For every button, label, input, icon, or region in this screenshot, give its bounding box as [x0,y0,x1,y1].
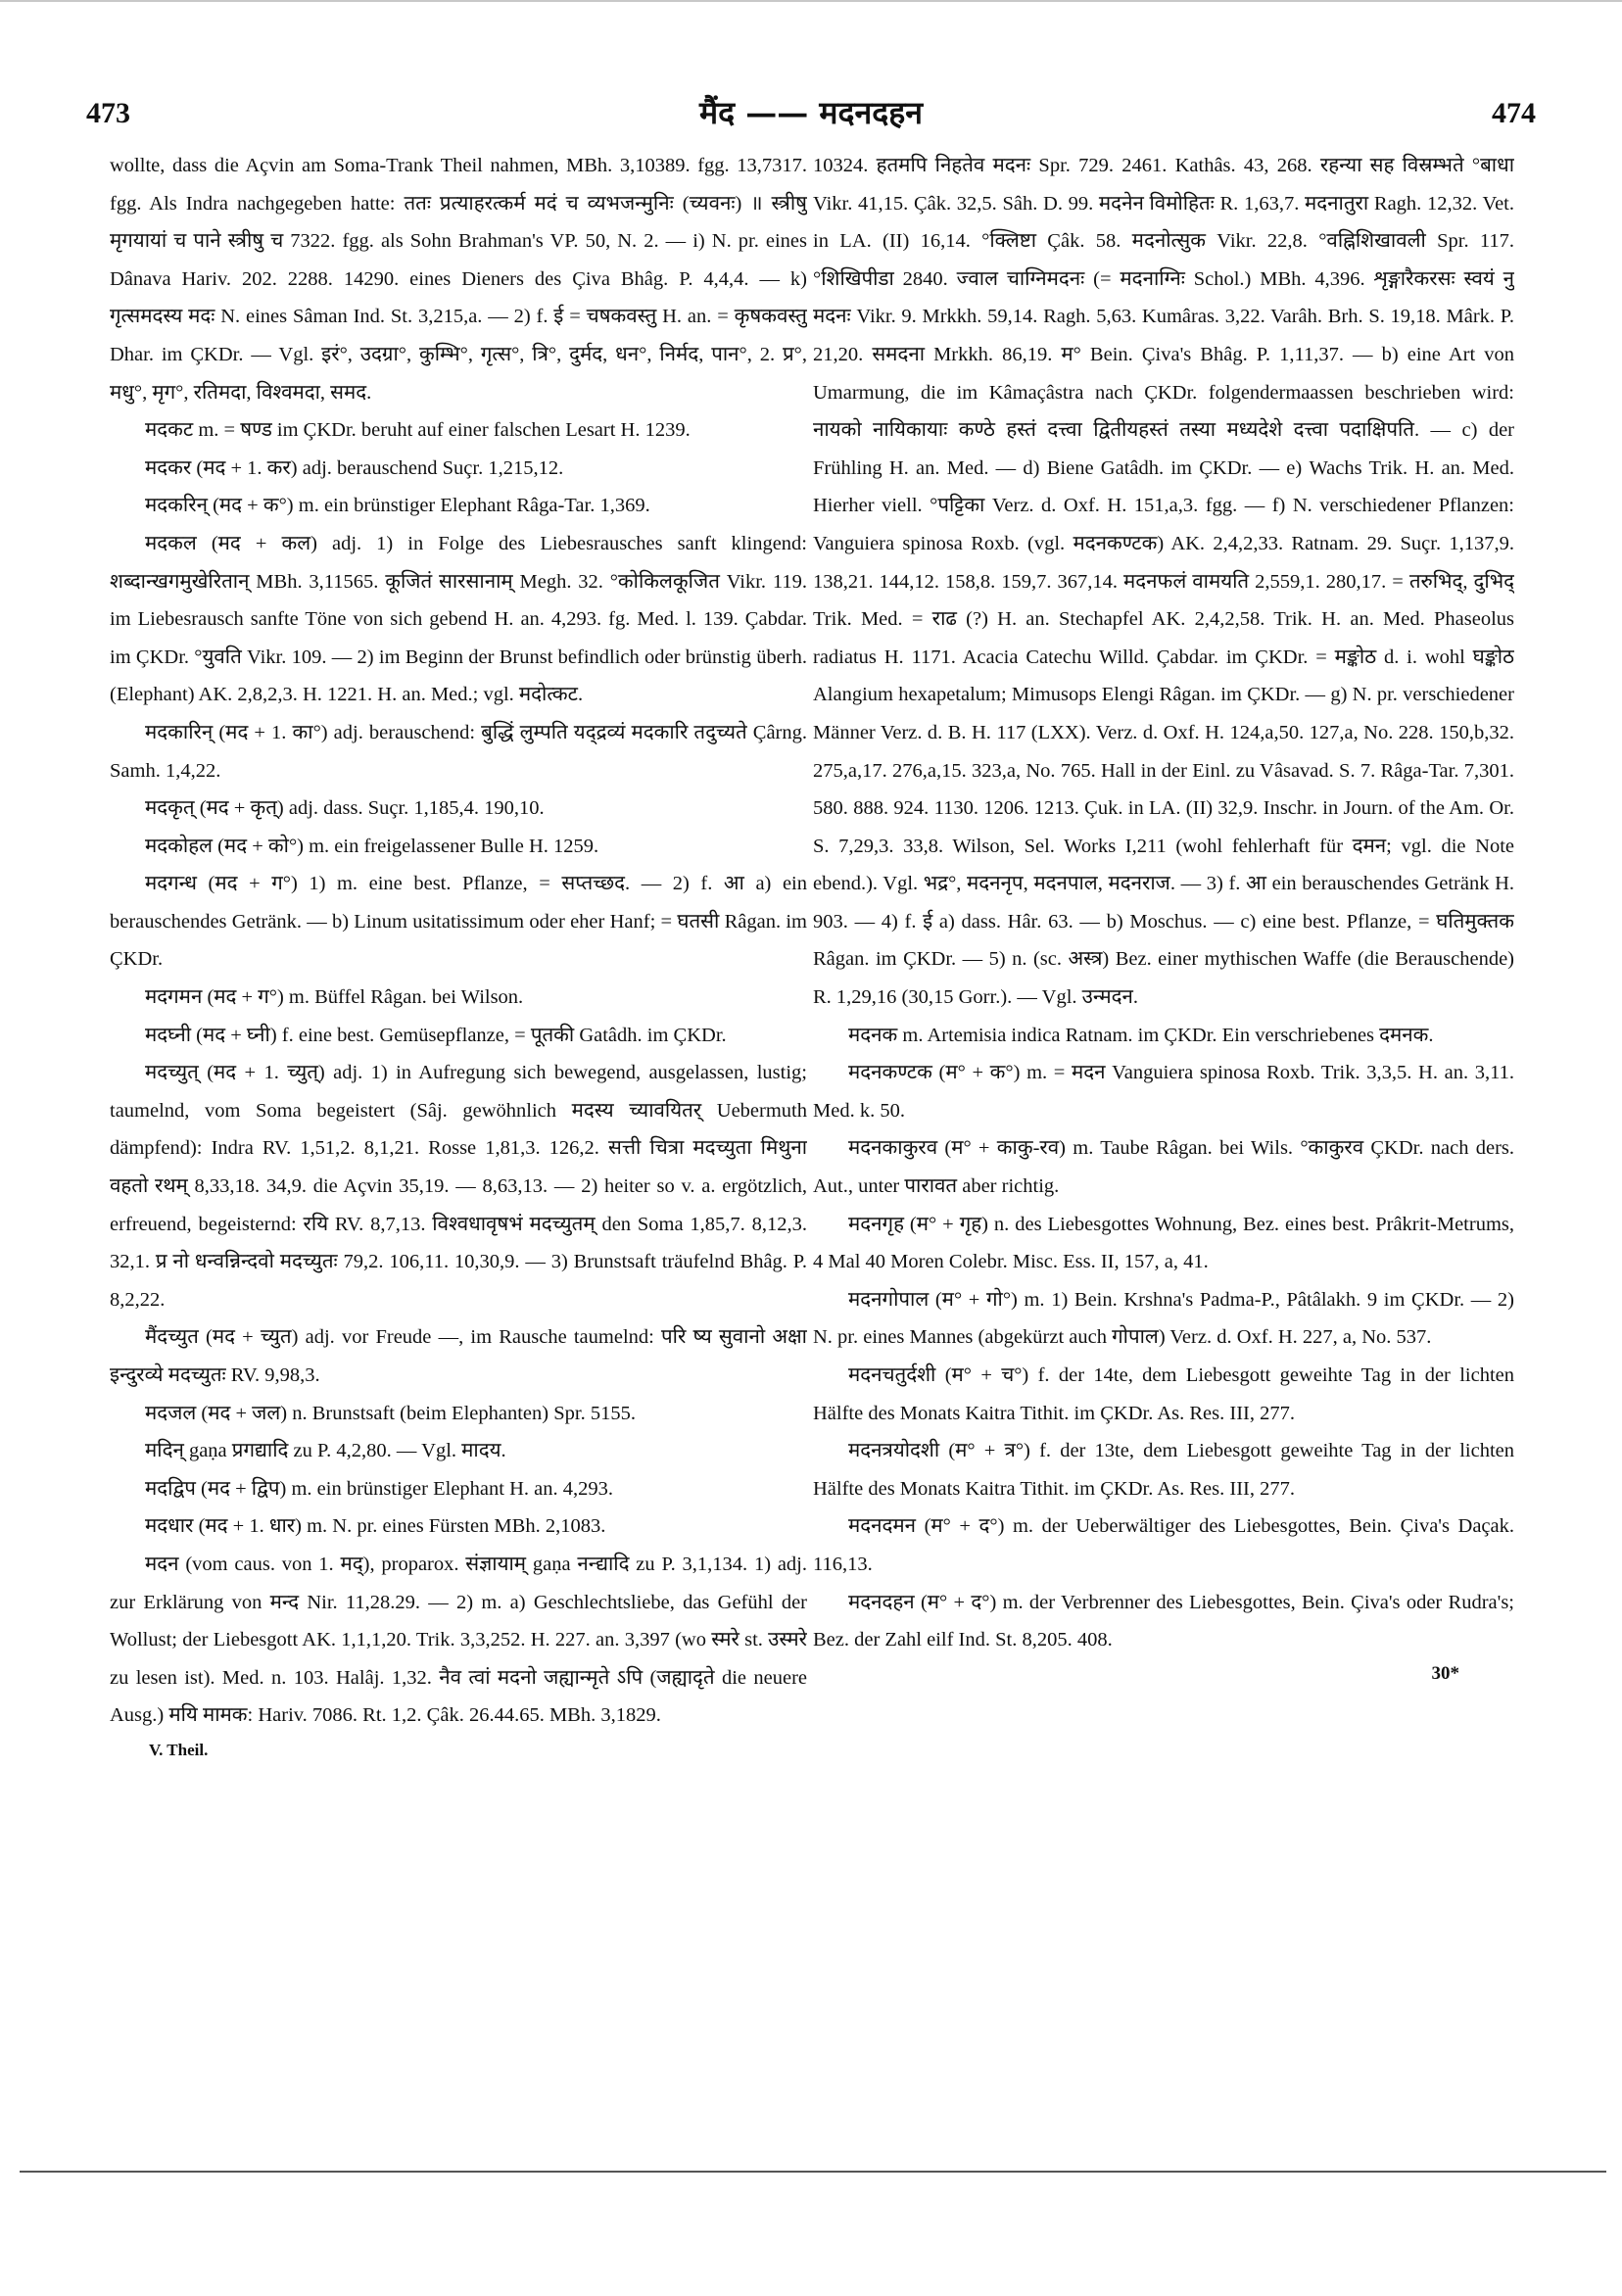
dictionary-entry: मदगमन (मद + ग°) m. Büffel Râgan. bei Wilson. [145,986,524,1009]
dictionary-entry: मदनकाकुरव (म° + काकु-रव) m. Taube Râgan. bei Wils. °काकुरव ÇKDr. nach ders. Aut., unter पारावत aber richtig. [813,1137,1514,1198]
dictionary-entry: wollte, dass die Açvin am Soma-Trank Theil nahmen, MBh. 3,10389. fgg. 13,7317. fgg. Als Indra nachgegeben hatte: ततः प्रत्याहरत्कर्म मदं च व्यभजन्मुनिः (च्यवनः) ॥ स्त्रीषु मृगयायां च पाने स्त्रीषु च 7322. fgg. als Sohn Brahman's VP. 50, N. 2. — i) N. pr. eines Dânava Hariv. 202. 2288. 14290. eines Dieners des Çiva Bhâg. P. 4,4,4. — k) गृत्समदस्य मदः N. eines Sâman Ind. St. 3,215,a. — 2) f. ई = चषकवस्तु H. an. = कृषकवस्तु Dhar. im ÇKDr. — Vgl. इरं°, उदग्रा°, कुम्भि°, गृत्स°, त्रि°, दुर्मद, धन°, निर्मद, पान°, 2. प्र°, मधु°, मृग°, रतिमदा, विश्वमदा, समद. [110,155,807,404]
signature-mark: 30* [1431,1662,1459,1684]
dictionary-entry: मदकृत् (मद + कृत्) adj. dass. Suçr. 1,185,4. 190,10. [145,797,545,820]
left-column [110,147,807,2106]
left-page-number: 473 [86,97,130,129]
dictionary-entry: मदकर (मद + 1. कर) adj. berauschend Suçr. 1,215,12. [145,456,564,479]
right-page-number: 474 [1492,97,1536,129]
dictionary-entry: मदनगृह (म° + गृह) n. des Liebesgottes Wohnung, Bez. eines best. Prâkrit-Metrums, 4 Mal 40 Moren Colebr. Misc. Ess. II, 157, a, 41. [813,1213,1514,1273]
dictionary-entry: मदकारिन् (मद + 1. का°) adj. berauschend: बुद्धिं लुम्पति यद्द्रव्यं मदकारि तदुच्यते Çârng. Samh. 1,4,22. [110,721,807,782]
right-column [813,147,1514,2106]
dictionary-entry: मदनदमन (म° + द°) m. der Ueberwältiger des Liebesgottes, Bein. Çiva's Daçak. 116,13. [813,1515,1514,1575]
signature-mark: V. Theil. [149,1740,209,1759]
dictionary-entry: मदकट m. = षण्ड im ÇKDr. beruht auf einer falschen Lesart H. 1239. [145,419,691,442]
dictionary-entry: मदन (vom caus. von 1. मद्), proparox. संज्ञायाम् gaṇa नन्द्यादि zu P. 3,1,134. 1) adj. zur Erklärung von मन्द Nir. 11,28.29. — 2) m. a) Geschlechtsliebe, das Gefühl der Wollust; der Liebesgott AK. 1,1,1,20. Trik. 3,3,252. H. 227. an. 3,397 (wo स्मरे st. उस्मरे zu lesen ist). Med. n. 103. Halâj. 1,32. नैव त्वां मदनो जह्यान्मृते ऽपि (जह्यादृते die neuere Ausg.) मयि मामक: Hariv. 7086. Rt. 1,2. Çâk. 26.44.65. MBh. 3,1829. [110,1553,807,1727]
bottom-rule [20,2171,1606,2173]
dictionary-entry: मदद्विप (मद + द्विप) m. ein brünstiger Elephant H. an. 4,293. [145,1477,613,1500]
dictionary-entry: मदनत्रयोदशी (म° + त्र°) f. der 13te, dem Liebesgott geweihte Tag in der lichten Hälfte des Monats Kaitra Tithit. im ÇKDr. As. Res. III, 277. [813,1440,1514,1500]
dictionary-entry: मदनगोपाल (म° + गो°) m. 1) Bein. Krshna's Padma-P., Pâtâlakh. 9 im ÇKDr. — 2) N. pr. eines Mannes (abgekürzt auch गोपाल) Verz. d. Oxf. H. 227, a, No. 537. [813,1288,1514,1349]
dictionary-entry: मदगन्ध (मद + ग°) 1) m. eine best. Pflanze, = सप्तच्छद. — 2) f. आ a) ein berauschendes Getränk. — b) Linum usitatissimum oder eher Hanf; = घतसी Râgan. im ÇKDr. [110,873,807,971]
dictionary-entry: मदकरिन् (मद + क°) m. ein brünstiger Elephant Râga-Tar. 1,369. [145,495,650,517]
dictionary-entry: मदधार (मद + 1. धार) m. N. pr. eines Fürsten MBh. 2,1083. [145,1515,606,1538]
page-header [86,90,1536,141]
dictionary-entry: मदनक m. Artemisia indica Ratnam. im ÇKDr. Ein verschriebenes दमनक. [848,1024,1434,1046]
dictionary-entry: मदनचतुर्दशी (म° + च°) f. der 14te, dem Liebesgott geweihte Tag in der lichten Hälfte des Monats Kaitra Tithit. im ÇKDr. As. Res. III, 277. [813,1364,1514,1424]
dictionary-entry: मदनदहन (म° + द°) m. der Verbrenner des Liebesgottes, Bein. Çiva's oder Rudra's; Bez. der Zahl eilf Ind. St. 8,205. 408. [813,1591,1514,1651]
dictionary-entry: मदजल (मद + जल) n. Brunstsaft (beim Elephanten) Spr. 5155. [145,1402,636,1424]
dictionary-entry: मैंदच्युत (मद + च्युत) adj. vor Freude —, im Rausche taumelnd: परि ष्य सुवानो अक्षा इन्दुरव्ये मदच्युतः RV. 9,98,3. [110,1326,807,1386]
dictionary-entry: मदघ्नी (मद + घ्नी) f. eine best. Gemüsepflanze, = पूतकी Gatâdh. im ÇKDr. [145,1024,727,1046]
dictionary-entry: मदनकण्टक (म° + क°) m. = मदन Vanguiera spinosa Roxb. Trik. 3,3,5. H. an. 3,11. Med. k. 50. [813,1062,1514,1122]
dictionary-entry: मदकोहल (मद + को°) m. ein freigelassener Bulle H. 1259. [145,835,599,857]
scan-edge-line [0,0,1622,2]
dictionary-entry: मदिन् gaṇa प्रगद्यादि zu P. 4,2,80. — Vgl. मादय. [145,1440,506,1462]
running-headword: मैंद —— मदनदहन [698,94,924,131]
dictionary-entry: मदच्युत् (मद + 1. च्युत्) adj. 1) in Aufregung sich bewegend, ausgelassen, lustig; taumelnd, vom Soma begeistert (Sâj. gewöhnlich मदस्य च्यावयितर् Uebermuth dämpfend): Indra RV. 1,51,2. 8,1,21. Rosse 1,81,3. 126,2. सत्ती चित्रा मदच्युता मिथुना वहतो रथम् 8,33,18. 34,9. die Açvin 35,19. — 8,63,13. — 2) heiter so v. a. ergötzlich, erfreuend, begeisternd: रयि RV. 8,7,13. विश्वधावृषभं मदच्युतम् den Soma 1,85,7. 8,12,3. 32,1. प्र नो धन्वन्निन्दवो मदच्युतः 79,2. 106,11. 10,30,9. — 3) Brunstsaft träufelnd Bhâg. P. 8,2,22. [110,1062,807,1311]
dictionary-entry: मदकल (मद + कल) adj. 1) in Folge des Liebesrausches sanft klingend: शब्दान्खगमुखेरितान् MBh. 3,11565. कूजितं सारसानाम् Megh. 32. °कोकिलकूजित Vikr. 119. im Liebesrausch sanfte Töne von sich gebend H. an. 4,293. fg. Med. l. 139. Çabdar. im ÇKDr. °युवति Vikr. 109. — 2) im Beginn der Brunst befindlich oder brünstig überh. (Elephant) AK. 2,8,2,3. H. 1221. H. an. Med.; vgl. मदोत्कट. [110,532,807,706]
dictionary-entry: 10324. हतमपि निहतेव मदनः Spr. 729. 2461. Kathâs. 43, 268. रहन्या सह विस्रम्भते °बाधा Vikr. 41,15. Çâk. 32,5. Sâh. D. 99. मदनेन विमोहितः R. 1,63,7. मदनातुरा Ragh. 12,32. Vet. in LA. (II) 16,14. °क्लिष्टा Çâk. 58. मदनोत्सुक Vikr. 22,8. °वह्निशिखावली Spr. 117. °शिखिपीडा 2840. ज्वाल चाग्निमदनः (= मदनाग्निः Schol.) MBh. 4,396. शृङ्गारैकरसः स्वयं नु मदनः Vikr. 9. Mrkkh. 59,14. Ragh. 5,63. Kumâras. 3,22. Varâh. Brh. S. 19,18. Mârk. P. 21,20. समदना Mrkkh. 86,19. म° Bein. Çiva's Bhâg. P. 1,11,37. — b) eine Art von Umarmung, die im Kâmaçâstra nach ÇKDr. folgendermaassen beschrieben wird: नायको नायिकायाः कण्ठे हस्तं दत्त्वा द्वितीयहस्तं तस्या मध्यदेशे दत्त्वा पदाक्षिपति. — c) der Frühling H. an. Med. — d) Biene Gatâdh. im ÇKDr. — e) Wachs Trik. H. an. Med. Hierher viell. °पट्टिका Verz. d. Oxf. H. 151,a,3. fgg. — f) N. verschiedener Pflanzen: Vanguiera spinosa Roxb. (vgl. मदनकण्टक) AK. 2,4,2,33. Ratnam. 29. Suçr. 1,137,9. 138,21. 144,12. 158,8. 159,7. 367,14. मदनफलं वामयति 2,559,1. 280,17. = तरुभिद्, दुभिद् Trik. Med. = राढ (?) H. an. Stechapfel AK. 2,4,2,58. Trik. H. an. Med. Phaseolus radiatus H. 1171. Acacia Catechu Willd. Çabdar. im ÇKDr. = मङ्कोठ d. i. wohl घङ्कोठ Alangium hexapetalum; Mimusops Elengi Râgan. im ÇKDr. — g) N. pr. verschiedener Männer Verz. d. B. H. 117 (LXX). Verz. d. Oxf. H. 124,a,50. 127,a, No. 228. 150,b,32. 275,a,17. 276,a,15. 323,a, No. 765. Hall in der Einl. zu Vâsavad. S. 7. Râga-Tar. 7,301. 580. 888. 924. 1130. 1206. 1213. Çuk. in LA. (II) 32,9. Inschr. in Journ. of the Am. Or. S. 7,29,3. 33,8. Wilson, Sel. Works I,211 (wohl fehlerhaft für दमन; vgl. die Note ebend.). Vgl. भद्र°, मदननृप, मदनपाल, मदनराज. — 3) f. आ ein berauschendes Getränk H. 903. — 4) f. ई a) dass. Hâr. 63. — b) Moschus. — c) eine best. Pflanze, = घतिमुक्तक Râgan. im ÇKDr. — 5) n. (sc. अस्त्र) Bez. einer mythischen Waffe (die Berauschende) R. 1,29,16 (30,15 Gorr.). — Vgl. उन्मदन. [813,155,1514,1009]
